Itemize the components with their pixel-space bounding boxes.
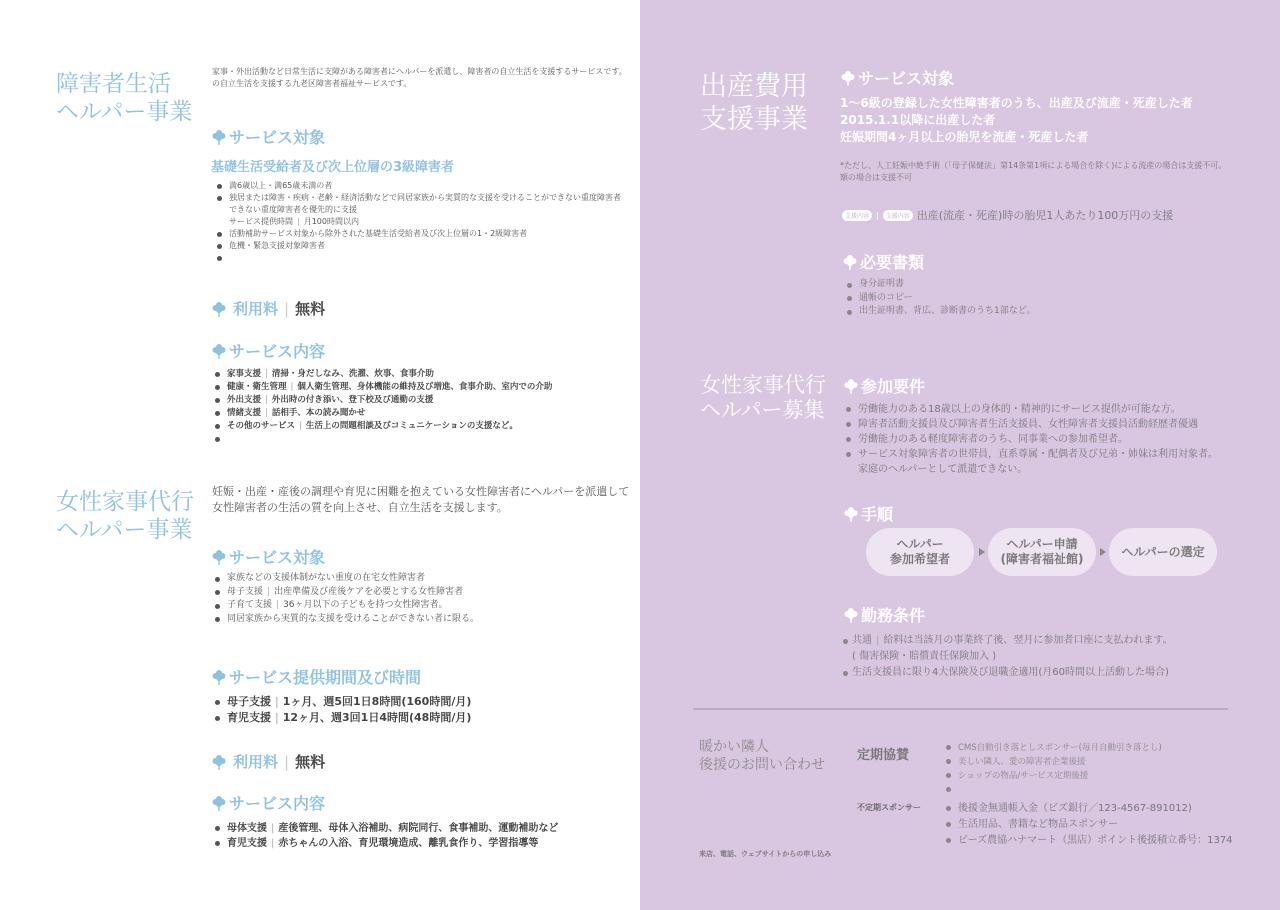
step-line: (障害者福祉館) (1000, 552, 1084, 566)
intro-line: の自立生活を支援する九老区障害者福祉サービスです。 (212, 79, 412, 88)
list-item: 活動補助サービス対象から除外された基礎生活受給者及び次上位層の1・2級障害者 (213, 228, 638, 240)
list-item (942, 783, 1262, 795)
fee-value: 無料 (295, 753, 326, 771)
flower-icon (842, 254, 858, 270)
title-line: 女性家事代行 (56, 489, 194, 515)
flower-icon (211, 795, 227, 811)
list-item: ショップの物品/サービス定期後援 (942, 769, 1262, 783)
flower-icon (843, 378, 859, 394)
arrow-right-icon (979, 548, 985, 556)
heading-text: 勤務条件 (861, 606, 926, 625)
heading-text: 参加要件 (861, 377, 926, 396)
list-item: 育児支援 | 12ヶ月、週3回1日4時間(48時間/月) (211, 710, 636, 726)
heading-text: 必要書類 (860, 253, 925, 272)
heading-text: サービス内容 (229, 794, 326, 813)
flower-icon (211, 669, 227, 685)
intro-line: 女性障害者の生活の質を向上させ、自立生活を支援します。 (212, 501, 508, 514)
list-item: 共通 | 給料は当該月の事業終了後、翌月に参加者口座に支払われます。 (842, 633, 1267, 649)
flower-icon (211, 301, 227, 317)
section-heading-docs (842, 250, 924, 273)
note-text (840, 160, 1270, 184)
note-line: 額の場合は支援不可 (840, 173, 912, 182)
section-heading-content (211, 339, 325, 362)
disabled-helper-title (56, 70, 192, 126)
list-item: 外出支援 | 外出時の付き添い、登下校及び通勤の支援 (211, 394, 636, 407)
regular-list (942, 741, 1262, 795)
support-row (842, 207, 1173, 223)
flower-icon (211, 754, 227, 770)
title-line: 暖かい隣人 (699, 739, 769, 755)
section-heading-work (843, 603, 925, 626)
list-item: ビーズ農協ハナマート（黒店）ポイント後援積立番号：1374 (942, 833, 1272, 849)
list-item: 育児支援 | 赤ちゃんの入浴、育児環境造成、離乳食作り、学習指導等 (211, 836, 636, 851)
list-item: CMS自動引き落としスポンサー(毎月自動引き落とし) (942, 741, 1262, 755)
heading-text: サービス対象 (229, 548, 326, 567)
list-item: 独居または障害・疾病・老齢・経済活動などで同居家族から実質的な支援を受けることができない重度障害者 できない重度障害者を優先的に支援 サービス提供時間 | 月100時間以内 (213, 192, 638, 228)
list-item: 情緒支援 | 話相手、本の読み聞かせ (211, 407, 636, 420)
heading-text: 手順 (861, 505, 894, 524)
section-heading-requirements (843, 374, 925, 397)
target-line: 妊娠期間4ヶ月以上の胎児を流産・死産した者 (840, 130, 1089, 144)
target-subtitle: 基礎生活受給者及び次上位層の3級障害者 (211, 160, 455, 175)
list-item: 生活支援員に限り4大保険及び退職金適用(月60時間以上活動した場合) (842, 665, 1267, 681)
list-item: 生活用品、書籍など物品スポンサー (942, 817, 1272, 833)
divider: | (876, 210, 879, 220)
step-helper-applicant (866, 528, 974, 576)
heading-text: サービス対象 (858, 69, 955, 88)
step-helper-selection (1109, 528, 1217, 576)
requirements-list (842, 402, 1267, 477)
fee-value: 無料 (295, 300, 326, 318)
step-helper-application (988, 528, 1096, 576)
heading-text: サービス内容 (229, 342, 326, 361)
heading-text: サービス提供期間及び時間 (229, 668, 422, 687)
step-line: ヘルパー申請 (1006, 537, 1078, 551)
step-line: ヘルパーの選定 (1121, 544, 1205, 559)
note-line: *ただし、人工妊娠中絶手術（「母子保健法」第14条第1項による場合を除く)による流産の場合は支援不可。 (840, 161, 1227, 170)
list-item: その他のサービス | 生活上の問題相談及びコミュニケーションの支援など。 (211, 420, 636, 433)
docs-list (843, 278, 1263, 319)
step-line: ヘルパー (896, 537, 944, 551)
list-item: 家事支援 | 清掃・身だしなみ、洗濯、炊事、食事介助 (211, 368, 636, 381)
target-line: 2015.1.1以降に出産した者 (840, 113, 996, 127)
content-list (211, 821, 636, 851)
list-item: 身分証明書 (843, 278, 1263, 292)
flower-icon (840, 70, 856, 86)
women-recruit-title (700, 373, 826, 423)
list-item: 家族などの支援体制がない重度の在宅女性障害者 (211, 572, 636, 586)
section-heading-target (840, 66, 954, 89)
list-item: 美しい隣人、愛の障害者企業後援 (942, 755, 1262, 769)
list-item (213, 252, 638, 266)
flower-icon (211, 343, 227, 359)
work-list (842, 633, 1267, 681)
content-list (211, 368, 636, 445)
title-line: 出産費用 (700, 71, 808, 102)
step-line: 参加希望者 (889, 552, 950, 566)
target-list (213, 180, 638, 266)
section-heading-content (211, 791, 325, 814)
list-item: 労働能力のある18歳以上の身体的・精神的にサービス提供が可能な方。 (842, 402, 1267, 417)
divider-line (693, 708, 1228, 710)
support-text: 出産(流産・死産)時の胎児1人あたり100万円の支援 (916, 209, 1174, 222)
title-line: 障害者生活 (56, 71, 171, 97)
list-item: 子育て支援 | 36ヶ月以下の子どもを持つ女性障害者。 (211, 599, 636, 613)
list-item: 同居家族から実質的な支援を受けることができない者に限る。 (211, 613, 636, 627)
arrow-right-icon (1100, 548, 1106, 556)
divider: | (284, 299, 290, 318)
fee-row (211, 751, 325, 772)
target-list (211, 572, 636, 626)
section-heading-period (211, 665, 421, 688)
flower-icon (843, 607, 859, 623)
fee-row (211, 298, 325, 319)
irregular-list (942, 801, 1272, 849)
women-helper-intro (212, 484, 632, 516)
intro-line: 妊娠・出産・産後の調理や育児に困難を抱えている女性障害者にヘルパーを派遣して (212, 485, 630, 498)
title-line: ヘルパー事業 (56, 99, 193, 125)
list-item: 労働能力のある軽度障害者のうち、同事業への参加希望者。 (842, 432, 1267, 447)
title-line: ヘルパー事業 (56, 517, 193, 543)
list-item-cont: ( 傷害保険・賠償責任保険加入 ) (852, 651, 997, 662)
irregular-label: 不定期スポンサー (857, 803, 921, 812)
title-line: 後援のお問い合わせ (699, 757, 825, 773)
title-line: 女性家事代行 (700, 373, 826, 397)
flower-icon (211, 129, 227, 145)
fee-label: 利用料 (233, 300, 279, 318)
regular-label: 定期協賛 (857, 748, 910, 763)
birth-support-title (700, 70, 808, 136)
women-helper-title (56, 488, 194, 544)
title-line: ヘルパー募集 (700, 398, 825, 422)
support-pill: 支援内容 (883, 210, 913, 221)
list-item: 健康・衛生管理 | 個人衛生管理、身体機能の維持及び増進、食事介助、室内での介助 (211, 381, 636, 394)
fee-label: 利用料 (233, 753, 279, 771)
title-line: 支援事業 (700, 104, 808, 135)
section-heading-target (211, 545, 325, 568)
heading-text: サービス対象 (229, 128, 326, 147)
list-item: 危機・緊急支援対象障害者 (213, 240, 638, 252)
list-item: 後援金無通帳入金（ビズ銀行／123-4567-891012) (942, 801, 1272, 817)
support-pill: 支援内容 (842, 210, 872, 221)
intro-line: 家事・外出活動など日常生活に支障がある障害者にヘルパーを派遣し、障害者の自立生活を支援するサービスです。 (212, 67, 627, 76)
list-item (211, 433, 636, 445)
sponsor-title (699, 738, 825, 774)
list-item: 出生証明書、背広、診断書のうち1部など。 (843, 305, 1263, 319)
list-item: 母体支援 | 産後管理、母体入浴補助、病院同行、食事補助、運動補助など (211, 821, 636, 836)
list-item: 母子支援 | 出産準備及び産後ケアを必要とする女性障害者 (211, 586, 636, 600)
contact-text: 来店、電話、ウェブサイトからの申し込み (699, 850, 832, 858)
target-text (840, 95, 1193, 146)
flower-icon (843, 506, 859, 522)
section-heading-steps (843, 502, 893, 525)
flower-icon (211, 549, 227, 565)
list-item: 通帳のコピー (843, 292, 1263, 306)
list-item: 満6歳以上・満65歳未満の者 (213, 180, 638, 192)
list-item: 母子支援 | 1ヶ月、週5回1日8時間(160時間/月) (211, 694, 636, 710)
list-item: 障害者活動支援員及び障害者生活支援員、女性障害者支援員活動経歴者優遇 (842, 417, 1267, 432)
disabled-helper-intro (212, 66, 632, 90)
period-list (211, 694, 636, 726)
target-line: 1～6級の登録した女性障害者のうち、出産及び流産・死産した者 (840, 96, 1193, 110)
divider: | (284, 752, 290, 771)
list-item: サービス対象障害者の世帯員，直系尊属・配偶者及び兄弟・姉妹は利用対象者。 家庭のヘルパーとして派遣できない。 (842, 447, 1267, 477)
section-heading-target (211, 125, 325, 148)
